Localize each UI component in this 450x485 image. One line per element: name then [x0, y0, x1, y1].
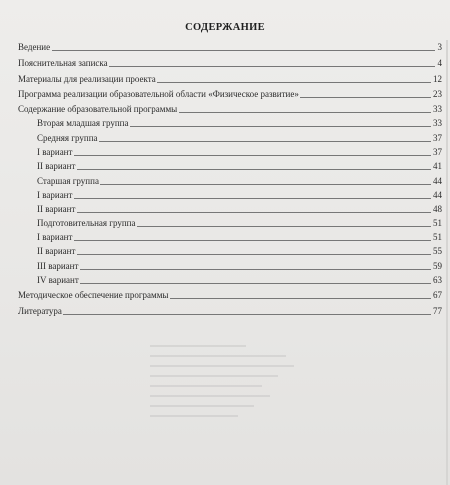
toc-entry-preparatory-group: Подготовительная группа 51 [37, 218, 442, 228]
leader-dots [77, 169, 431, 170]
leader-dots [74, 240, 431, 241]
toc-entry-explanatory-note: Пояснительная записка 4 [18, 58, 442, 68]
leader-dots [80, 283, 431, 284]
page-edge [446, 40, 448, 485]
toc-entry-variant: III вариант 59 [37, 261, 442, 271]
leader-dots [99, 141, 431, 142]
bleed-through-text [150, 345, 310, 435]
toc-entry-program-physical: Программа реализации образовательной области «Физическое развитие» 23 [18, 89, 442, 99]
leader-dots [52, 50, 435, 51]
leader-dots [80, 269, 431, 270]
leader-dots [109, 66, 435, 67]
page-title: СОДЕРЖАНИЕ [185, 22, 265, 33]
toc-entry-literature: Литература 77 [18, 306, 442, 316]
toc-entry-materials: Материалы для реализации проекта 12 [18, 74, 442, 84]
toc-entry-variant: IV вариант 63 [37, 275, 442, 285]
leader-dots [63, 314, 431, 315]
toc-entry-variant: II вариант 48 [37, 204, 442, 214]
leader-dots [137, 226, 431, 227]
leader-dots [130, 126, 431, 127]
leader-dots [300, 97, 431, 98]
toc-entry-variant: I вариант 51 [37, 232, 442, 242]
toc-entry-methodical-support: Методическое обеспечение программы 67 [18, 290, 442, 300]
toc-entry-senior-group: Старшая группа 44 [37, 176, 442, 186]
toc-entry-variant: I вариант 37 [37, 147, 442, 157]
toc-entry-second-junior-group: Вторая младшая группа 33 [37, 118, 442, 128]
leader-dots [179, 112, 431, 113]
toc-entry-middle-group: Средняя группа 37 [37, 133, 442, 143]
leader-dots [74, 155, 431, 156]
leader-dots [100, 184, 431, 185]
leader-dots [170, 298, 431, 299]
toc-entry-intro: Ведение 3 [18, 42, 442, 52]
toc-entry-variant: I вариант 44 [37, 190, 442, 200]
toc-entry-variant: II вариант 55 [37, 246, 442, 256]
leader-dots [77, 254, 431, 255]
toc-entry-program-content: Содержание образовательной программы 33 [18, 104, 442, 114]
toc-entry-variant: II вариант 41 [37, 161, 442, 171]
leader-dots [74, 198, 431, 199]
leader-dots [157, 82, 431, 83]
leader-dots [77, 212, 431, 213]
